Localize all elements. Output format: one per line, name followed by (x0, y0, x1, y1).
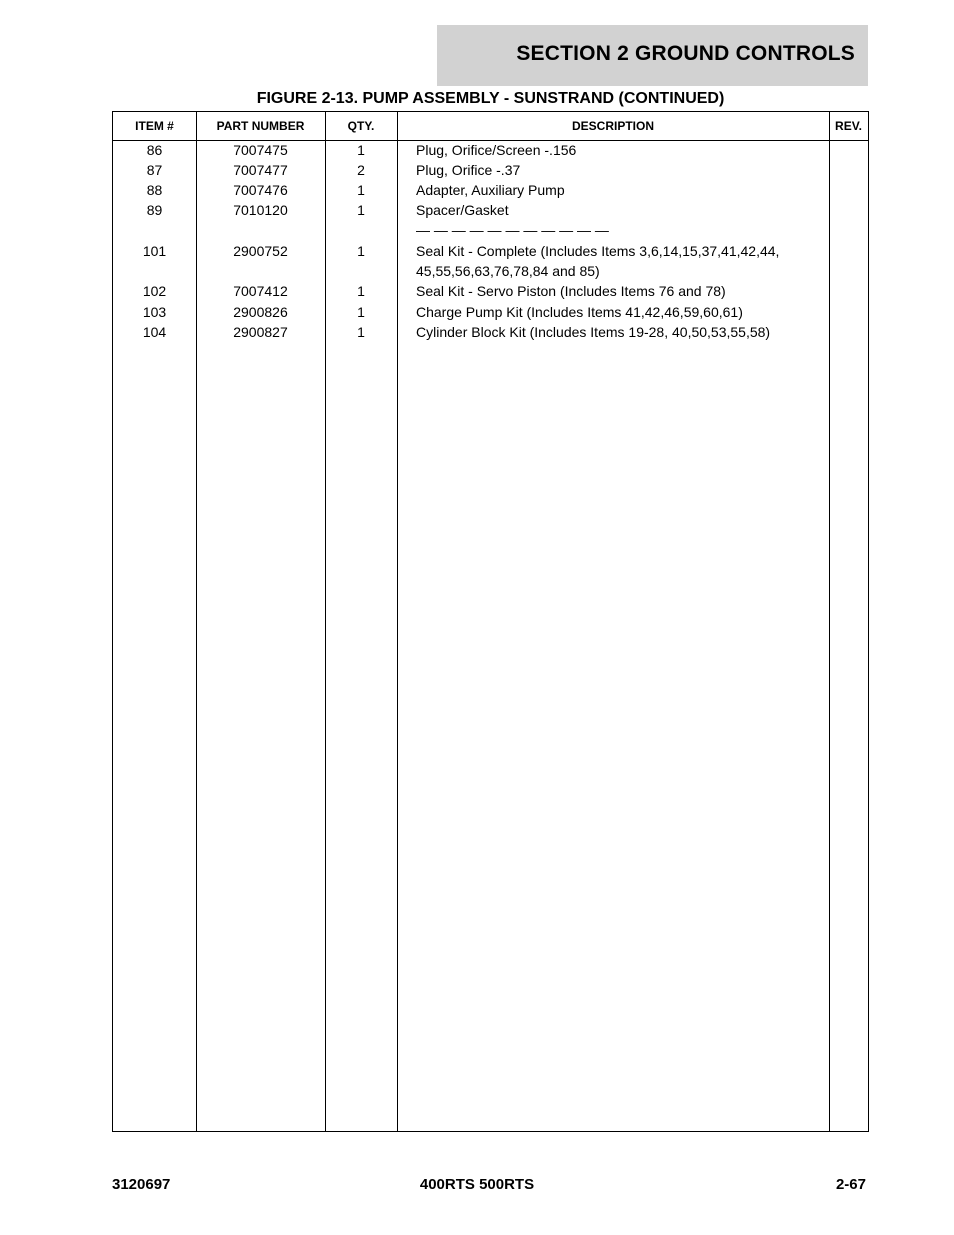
quantity: 1 (357, 243, 365, 259)
description (416, 200, 821, 220)
part-number: 7007475 (233, 142, 288, 158)
header-rev: REV. (835, 119, 862, 133)
column-divider (196, 112, 197, 1131)
column-divider (397, 112, 398, 1131)
description (416, 160, 821, 180)
item-number: 101 (142, 243, 167, 259)
header-description: DESCRIPTION (571, 119, 654, 133)
description-line: Spacer/Gasket (416, 202, 509, 218)
section-header (437, 25, 868, 86)
doc-number: 3120697 (112, 1176, 171, 1193)
description (416, 322, 821, 342)
quantity: 1 (357, 202, 365, 218)
description-line: 45,55,56,63,76,78,84 and 85) (416, 263, 600, 279)
column-divider (325, 112, 326, 1131)
quantity: 1 (357, 142, 365, 158)
item-number: 87 (146, 162, 163, 178)
description-line: Plug, Orifice/Screen -.156 (416, 142, 577, 158)
description-line: — — — — — — — — — — — (416, 222, 609, 238)
part-number: 2900827 (233, 324, 288, 340)
item-number: 104 (142, 324, 167, 340)
part-number: 7010120 (233, 202, 288, 218)
item-number: 86 (146, 142, 163, 158)
item-number: 89 (146, 202, 163, 218)
description-line: Seal Kit - Complete (Includes Items 3,6,14,15,37,41,42,44, (416, 243, 780, 259)
item-number: 103 (142, 304, 167, 320)
description-line: Charge Pump Kit (Includes Items 41,42,46,59,60,61) (416, 304, 743, 320)
header-qty: QTY. (347, 119, 375, 133)
description-line: Plug, Orifice -.37 (416, 162, 521, 178)
description-line: Seal Kit - Servo Piston (Includes Items 76 and 78) (416, 283, 726, 299)
description (416, 241, 821, 281)
description (416, 140, 821, 160)
quantity: 1 (357, 182, 365, 198)
header-part-number: PART NUMBER (216, 119, 305, 133)
part-number: 7007476 (233, 182, 288, 198)
part-number: 2900752 (233, 243, 288, 259)
column-divider (829, 112, 830, 1131)
quantity: 1 (357, 304, 365, 320)
quantity: 1 (357, 283, 365, 299)
description-line: Adapter, Auxiliary Pump (416, 182, 565, 198)
model-name: 400RTS 500RTS (419, 1176, 535, 1193)
quantity: 1 (357, 324, 365, 340)
parts-table (112, 111, 869, 1132)
page-number: 2-67 (835, 1176, 866, 1193)
quantity: 2 (357, 162, 365, 178)
item-number: 88 (146, 182, 163, 198)
description (416, 220, 821, 240)
figure-title: FIGURE 2-13. PUMP ASSEMBLY - SUNSTRAND (CONTINUED) (256, 90, 725, 107)
part-number: 7007477 (233, 162, 288, 178)
part-number: 2900826 (233, 304, 288, 320)
section-title: SECTION 2 GROUND CONTROLS (516, 42, 855, 65)
description (416, 281, 821, 301)
part-number: 7007412 (233, 283, 288, 299)
description (416, 180, 821, 200)
header-item: ITEM # (135, 119, 174, 133)
description-line: Cylinder Block Kit (Includes Items 19-28, 40,50,53,55,58) (416, 324, 771, 340)
description (416, 302, 821, 322)
item-number: 102 (142, 283, 167, 299)
